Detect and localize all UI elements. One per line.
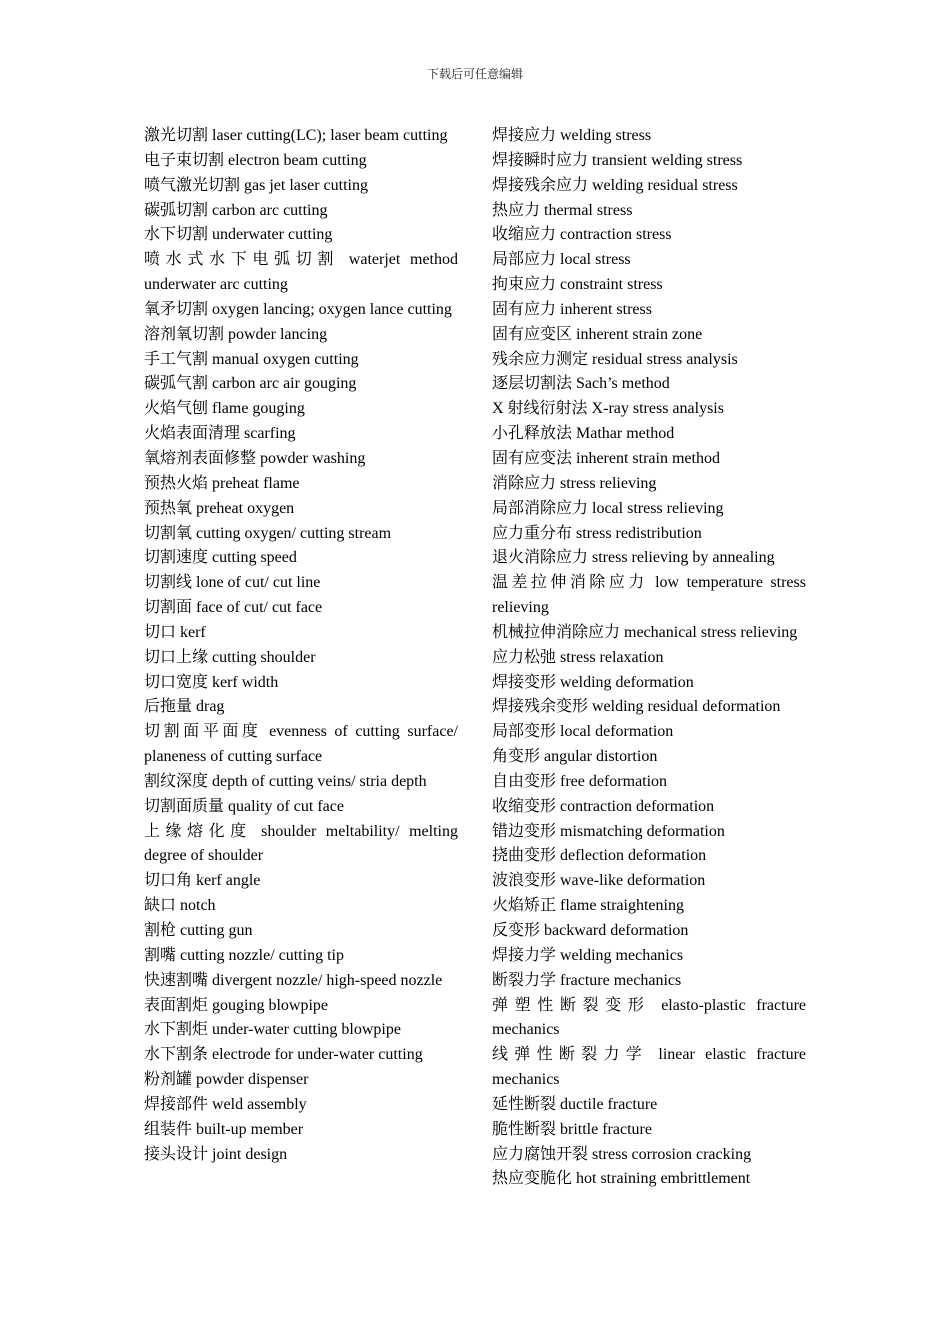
glossary-entry: 温差拉伸消除应力 low temperature stress relieving	[492, 574, 806, 617]
glossary-entry: 残余应力测定 residual stress analysis	[492, 350, 738, 368]
glossary-entry: 割嘴 cutting nozzle/ cutting tip	[144, 946, 344, 964]
glossary-entry: 火焰气刨 flame gouging	[144, 400, 305, 418]
glossary-entry: 粉剂罐 powder dispenser	[144, 1071, 309, 1089]
glossary-entry: 固有应变区 inherent strain zone	[492, 325, 703, 343]
glossary-entry: 反变形 backward deformation	[492, 922, 689, 939]
glossary-entry: 焊接力学 welding mechanics	[492, 946, 684, 964]
glossary-entry: 手工气割 manual oxygen cutting	[144, 350, 359, 368]
glossary-entry: 断裂力学 fracture mechanics	[492, 971, 682, 989]
glossary-entry: 溶剂氧切割 powder lancing	[144, 325, 328, 343]
glossary-entry: 局部消除应力 local stress relieving	[492, 499, 724, 517]
glossary-entry: 线弹性断裂力学 linear elastic fracture mechanics	[492, 1046, 806, 1089]
glossary-entry: 水下割炬 under-water cutting blowpipe	[144, 1021, 401, 1039]
glossary-entry: 组装件 built-up member	[144, 1120, 304, 1138]
glossary-entry: 接头设计 joint design	[144, 1145, 288, 1163]
right-column	[492, 124, 806, 1192]
glossary-entry: 焊接变形 welding deformation	[492, 673, 694, 691]
glossary-entry: X 射线衍射法 X-ray stress analysis	[492, 400, 724, 418]
glossary-entry: 拘束应力 constraint stress	[492, 276, 663, 294]
glossary-entry: 小孔释放法 Mathar method	[492, 425, 675, 443]
glossary-entry: 切口 kerf	[144, 623, 206, 641]
glossary-entry: 波浪变形 wave-like deformation	[492, 872, 706, 890]
glossary-entry: 切割氧 cutting oxygen/ cutting stream	[144, 524, 392, 542]
glossary-entry: 自由变形 free deformation	[492, 772, 668, 790]
glossary-entry: 应力腐蚀开裂 stress corrosion cracking	[492, 1145, 752, 1163]
glossary-entry: 局部应力 local stress	[492, 251, 631, 269]
glossary-entry: 切割面质量 quality of cut face	[144, 797, 344, 815]
glossary-entry: 焊接应力 welding stress	[492, 127, 652, 144]
glossary-entry: 切口宽度 kerf width	[144, 673, 279, 691]
glossary-entry: 上缘熔化度 shoulder meltability/ melting degree of shoulder	[144, 822, 458, 865]
glossary-entry: 角变形 angular distortion	[492, 748, 658, 766]
glossary-entry: 火焰矫正 flame straightening	[492, 897, 684, 915]
glossary-entry: 切口上缘 cutting shoulder	[144, 648, 316, 666]
glossary-entry: 表面割炬 gouging blowpipe	[144, 996, 328, 1014]
glossary-entry: 延性断裂 ductile fracture	[492, 1095, 658, 1113]
glossary-entry: 错边变形 mismatching deformation	[492, 822, 725, 840]
glossary-entry: 切口角 kerf angle	[144, 872, 261, 890]
glossary-entry: 焊接部件 weld assembly	[144, 1095, 307, 1113]
glossary-entry: 火焰表面清理 scarfing	[144, 425, 296, 443]
glossary-entry: 快速割嘴 divergent nozzle/ high-speed nozzle	[144, 971, 443, 989]
glossary-entry: 应力松弛 stress relaxation	[492, 648, 664, 666]
glossary-entry: 喷气激光切割 gas jet laser cutting	[144, 176, 368, 194]
glossary-entry: 焊接残余变形 welding residual deformation	[492, 698, 781, 716]
left-column	[144, 124, 458, 1167]
glossary-entry: 焊接残余应力 welding residual stress	[492, 176, 738, 194]
glossary-entry: 焊接瞬时应力 transient welding stress	[492, 151, 743, 169]
glossary-entry: 切割面平面度 evenness of cutting surface/ planeness of cutting surface	[144, 723, 458, 766]
glossary-entry: 后拖量 drag	[144, 698, 225, 716]
glossary-entry: 水下切割 underwater cutting	[144, 226, 333, 244]
glossary-entry: 割枪 cutting gun	[144, 922, 253, 939]
glossary-entry: 碳弧气割 carbon arc air gouging	[144, 375, 357, 393]
glossary-entry: 预热氧 preheat oxygen	[144, 499, 295, 517]
glossary-entry: 碳弧切割 carbon arc cutting	[144, 201, 328, 219]
glossary-entry: 退火消除应力 stress relieving by annealing	[492, 549, 775, 567]
glossary-entry: 缺口 notch	[144, 897, 216, 915]
glossary-entry: 切割面 face of cut/ cut face	[144, 599, 323, 617]
glossary-entry: 挠曲变形 deflection deformation	[492, 847, 707, 865]
glossary-entry: 喷水式水下电弧切割 waterjet method underwater arc cutting	[144, 251, 458, 294]
glossary-entry: 消除应力 stress relieving	[492, 474, 657, 492]
glossary-entry: 收缩应力 contraction stress	[492, 226, 672, 244]
glossary-entry: 机械拉伸消除应力 mechanical stress relieving	[492, 623, 798, 641]
glossary-entry: 脆性断裂 brittle fracture	[492, 1120, 652, 1138]
glossary-entry: 固有应变法 inherent strain method	[492, 449, 720, 467]
glossary-entry: 激光切割 laser cutting(LC); laser beam cutting	[144, 127, 448, 144]
glossary-entry: 收缩变形 contraction deformation	[492, 797, 715, 815]
glossary-entry: 逐层切割法 Sach’s method	[492, 375, 670, 393]
glossary-entry: 应力重分布 stress redistribution	[492, 524, 702, 542]
glossary-entry: 预热火焰 preheat flame	[144, 474, 300, 492]
glossary-entry: 局部变形 local deformation	[492, 723, 674, 741]
glossary-entry: 切割线 lone of cut/ cut line	[144, 574, 321, 592]
glossary-entry: 割纹深度 depth of cutting veins/ stria depth	[144, 772, 427, 790]
glossary-entry: 固有应力 inherent stress	[492, 300, 652, 318]
glossary-entry: 弹塑性断裂变形 elasto-plastic fracture mechanics	[492, 996, 806, 1039]
page-header: 下载后可任意编辑	[426, 67, 523, 81]
glossary-entry: 氧矛切割 oxygen lancing; oxygen lance cutting	[144, 300, 452, 318]
glossary-entry: 氧熔剂表面修整 powder washing	[144, 449, 366, 467]
glossary-entry: 切割速度 cutting speed	[144, 549, 297, 567]
glossary-entry: 电子束切割 electron beam cutting	[144, 151, 367, 169]
glossary-entry: 热应变脆化 hot straining embrittlement	[492, 1170, 751, 1188]
glossary-entry: 热应力 thermal stress	[492, 201, 633, 219]
glossary-entry: 水下割条 electrode for under-water cutting	[144, 1046, 423, 1064]
